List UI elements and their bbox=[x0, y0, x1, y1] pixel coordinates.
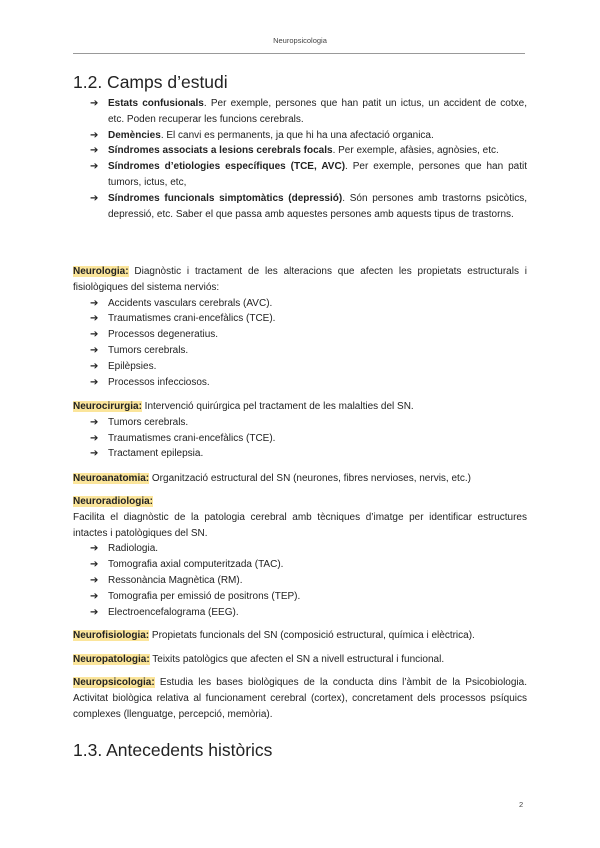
item-text: Radiologia. bbox=[108, 543, 159, 555]
term-highlight: Neuropsicologia: bbox=[73, 677, 155, 688]
item-term: Síndromes associats a lesions cerebrals focals bbox=[108, 145, 333, 157]
arrow-right-icon: ➔ bbox=[90, 161, 99, 173]
neuropatologia-definition bbox=[73, 652, 527, 668]
neurocirurgia-block bbox=[73, 399, 527, 462]
arrow-right-icon: ➔ bbox=[90, 559, 99, 571]
list-item bbox=[73, 431, 527, 447]
term-highlight: Neuroanatomia: bbox=[73, 473, 150, 484]
item-text: . Per exemple, persones que han patit tumors, ictus, etc, bbox=[108, 161, 528, 188]
arrow-right-icon: ➔ bbox=[90, 360, 99, 372]
list-item bbox=[73, 375, 527, 391]
arrow-right-icon: ➔ bbox=[90, 129, 99, 141]
arrow-right-icon: ➔ bbox=[90, 98, 99, 109]
item-text: Tumors cerebrals. bbox=[108, 344, 189, 356]
list-item bbox=[73, 191, 527, 223]
arrow-right-icon: ➔ bbox=[90, 543, 99, 555]
arrow-right-icon: ➔ bbox=[90, 192, 99, 204]
camps-list-block bbox=[73, 96, 527, 222]
arrow-right-icon: ➔ bbox=[90, 590, 99, 602]
item-text: . Per exemple, afàsies, agnòsies, etc. bbox=[332, 145, 499, 157]
arrow-right-icon: ➔ bbox=[90, 574, 99, 586]
definition-text: Propietats funcionals del SN (composició estructural, química i elèctrica). bbox=[149, 630, 475, 641]
item-text: Tomografia axial computeritzada (TAC). bbox=[108, 559, 284, 571]
neuroanatomia-definition bbox=[73, 471, 527, 487]
header-title: Neuropsicologia bbox=[273, 36, 327, 45]
arrow-right-icon: ➔ bbox=[90, 329, 99, 341]
item-text: Tomografia per emissió de positrons (TEP). bbox=[108, 590, 301, 602]
item-text: Tractament epilepsia. bbox=[108, 448, 204, 460]
list-item bbox=[73, 343, 527, 359]
item-term: Síndromes funcionals simptomàtics (depressió) bbox=[108, 192, 343, 204]
item-text: Ressonància Magnètica (RM). bbox=[108, 574, 243, 586]
arrow-right-icon: ➔ bbox=[90, 416, 99, 428]
list-item bbox=[73, 327, 527, 343]
arrow-right-icon: ➔ bbox=[90, 145, 99, 157]
neurofisiologia-definition bbox=[73, 628, 527, 644]
section-heading-camps: 1.2. Camps d’estudi bbox=[73, 72, 228, 92]
neurologia-list bbox=[73, 296, 527, 391]
list-item bbox=[73, 311, 527, 327]
item-text: Processos degeneratius. bbox=[108, 329, 219, 341]
item-text: Traumatismes crani-encefàlics (TCE). bbox=[108, 432, 276, 444]
term-highlight: Neuroradiologia: bbox=[73, 496, 154, 507]
definition-text: Diagnòstic i tractament de les alteracions que afecten les propietats estructurals i fisiològiques del sistema nerviós: bbox=[73, 266, 527, 293]
term-highlight: Neurofisiologia: bbox=[73, 630, 150, 641]
item-text: . Per exemple, persones que han patit un ictus, un accident de cotxe, etc. Poden recuperar les funcions cerebrals. bbox=[108, 98, 527, 125]
arrow-right-icon: ➔ bbox=[90, 448, 99, 460]
list-item bbox=[73, 541, 527, 557]
definition-text: Intervenció quirúrgica pel tractament de les malalties del SN. bbox=[141, 401, 414, 412]
item-text: Epilèpsies. bbox=[108, 360, 157, 372]
definition-text: Estudia les bases biològiques de la conducta dins l’àmbit de la Psicobiologia. Activitat biològica relativa al funcionament cerebral (cortex), concretament dels processos psíquics complexes (llenguatge, percepció, memòria). bbox=[73, 677, 527, 720]
item-term: Síndromes d’etiologies específiques (TCE, AVC) bbox=[108, 161, 346, 173]
item-text: . El canvi es permanents, ja que hi ha una afectació organica. bbox=[160, 129, 434, 141]
list-item bbox=[73, 359, 527, 375]
neuroradiologia-definition: Facilita el diagnòstic de la patologia cerebral amb tècniques d’imatge per identificar estructures intactes i patològiques del SN. bbox=[73, 511, 527, 539]
list-item bbox=[73, 415, 527, 431]
arrow-right-icon: ➔ bbox=[90, 376, 99, 388]
item-text: Accidents vasculars cerebrals (AVC). bbox=[108, 297, 273, 309]
list-item bbox=[73, 96, 527, 128]
neuropsicologia-definition bbox=[73, 675, 527, 722]
list-item bbox=[73, 159, 527, 191]
neurofisiologia-block bbox=[73, 628, 527, 644]
neuroradiologia-list bbox=[73, 541, 527, 620]
neuroradiologia-term-line bbox=[73, 494, 527, 510]
arrow-right-icon: ➔ bbox=[90, 344, 99, 356]
section-heading-antecedents: 1.3. Antecedents històrics bbox=[73, 740, 273, 760]
camps-list bbox=[73, 96, 527, 222]
definition-text: Teixits patològics que afecten el SN a nivell estructural i funcional. bbox=[149, 654, 445, 665]
list-item bbox=[73, 557, 527, 573]
arrow-right-icon: ➔ bbox=[90, 313, 99, 325]
item-term: Demències bbox=[108, 129, 161, 141]
item-text: . Són persones amb trastorns psicòtics, depressió, etc. Saber el que passa amb aquestes persones amb aquests tipus de trastorns. bbox=[108, 192, 528, 220]
item-term: Estats confusionals bbox=[108, 98, 204, 109]
neurologia-definition bbox=[73, 264, 527, 296]
definition-text: Organització estructural del SN (neurones, fibres nervioses, nervis, etc.) bbox=[149, 473, 471, 484]
neuropatologia-block bbox=[73, 652, 527, 668]
item-text: Electroencefalograma (EEG). bbox=[108, 606, 239, 618]
list-item bbox=[73, 573, 527, 589]
list-item bbox=[73, 296, 527, 312]
neuroanatomia-block bbox=[73, 471, 527, 487]
arrow-right-icon: ➔ bbox=[90, 432, 99, 444]
arrow-right-icon: ➔ bbox=[90, 606, 99, 618]
neurocirurgia-definition bbox=[73, 399, 527, 415]
list-item bbox=[73, 446, 527, 462]
item-text: Tumors cerebrals. bbox=[108, 416, 189, 428]
neurologia-block bbox=[73, 264, 527, 390]
term-highlight: Neurocirurgia: bbox=[73, 401, 142, 412]
page-number: 2 bbox=[519, 800, 524, 809]
page-header bbox=[0, 36, 600, 45]
neuroradiologia-block bbox=[73, 494, 527, 620]
arrow-right-icon: ➔ bbox=[90, 297, 99, 309]
header-divider bbox=[73, 53, 525, 54]
item-text: Processos infecciosos. bbox=[108, 376, 210, 388]
list-item bbox=[73, 589, 527, 605]
list-item bbox=[73, 605, 527, 621]
neuropsicologia-block bbox=[73, 675, 527, 722]
term-highlight: Neuropatologia: bbox=[73, 654, 150, 665]
list-item bbox=[73, 143, 527, 159]
term-highlight: Neurologia: bbox=[73, 266, 129, 277]
neurocirurgia-list bbox=[73, 415, 527, 462]
item-text: Traumatismes crani-encefàlics (TCE). bbox=[108, 313, 276, 325]
list-item bbox=[73, 128, 527, 144]
